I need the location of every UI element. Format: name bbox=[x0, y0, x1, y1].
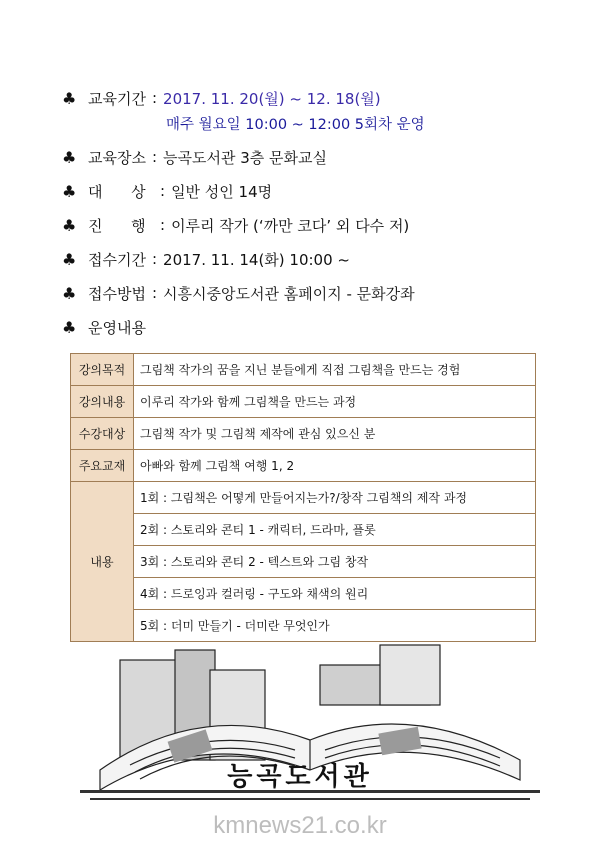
club-icon: ♣ bbox=[62, 283, 77, 303]
info-period-detail bbox=[62, 113, 582, 133]
period-value: 2017. 11. 20(월) ~ 12. 18(월) bbox=[163, 89, 381, 108]
lesson-item: 4회 : 드로잉과 컬러링 - 구도와 채색의 원리 bbox=[134, 578, 536, 610]
period-detail: 매주 월요일 10:00 ~ 12:00 5회차 운영 bbox=[166, 116, 425, 133]
lesson-item: 2회 : 스토리와 콘티 1 - 캐릭터, 드라마, 플롯 bbox=[134, 514, 536, 546]
target-value: 일반 성인 14명 bbox=[171, 182, 273, 201]
library-logo-text: 능곡도서관 bbox=[227, 762, 373, 792]
info-operation bbox=[62, 317, 582, 337]
table-row bbox=[71, 546, 536, 578]
apply-method-label: 접수방법 bbox=[88, 284, 146, 303]
table-row bbox=[71, 386, 536, 418]
table-row bbox=[71, 482, 536, 514]
table-row bbox=[71, 450, 536, 482]
apply-period-label: 접수기간 bbox=[88, 250, 146, 269]
course-table bbox=[70, 353, 536, 642]
info-period: ♣ 교육기간 : 2017. 11. 20(월) ~ 12. 18(월) bbox=[62, 88, 381, 108]
row-body: 그림책 작가 및 그림책 제작에 관심 있으신 분 bbox=[134, 418, 536, 450]
club-icon: ♣ bbox=[62, 249, 77, 269]
lead-value: 이루리 작가 (‘까만 코다’ 외 다수 저) bbox=[171, 216, 410, 235]
watermark: kmnews21.co.kr bbox=[213, 812, 387, 839]
lesson-item: 5회 : 더미 만들기 - 더미란 무엇인가 bbox=[134, 610, 536, 642]
table-row bbox=[71, 578, 536, 610]
operation-label: 운영내용 bbox=[88, 318, 146, 337]
row-head: 주요교재 bbox=[71, 450, 134, 482]
table-row bbox=[71, 610, 536, 642]
apply-method-value: 시흥시중앙도서관 홈페이지 - 문화강좌 bbox=[163, 284, 415, 303]
row-body: 이루리 작가와 함께 그림책을 만드는 과정 bbox=[134, 386, 536, 418]
place-label: 교육장소 bbox=[88, 148, 146, 167]
period-label: 교육기간 bbox=[88, 89, 146, 108]
club-icon: ♣ bbox=[62, 147, 77, 167]
table-row bbox=[71, 514, 536, 546]
content-head: 내용 bbox=[71, 482, 134, 642]
program-info bbox=[62, 88, 582, 351]
info-target: ♣ 대 상 : 일반 성인 14명 bbox=[62, 181, 273, 201]
info-lead: ♣ 진 행 : 이루리 작가 (‘까만 코다’ 외 다수 저) bbox=[62, 215, 410, 235]
target-label: 대 상 bbox=[88, 182, 146, 201]
row-head: 강의내용 bbox=[71, 386, 134, 418]
lesson-item: 1회 : 그림책은 어떻게 만들어지는가?/창작 그림책의 제작 과정 bbox=[134, 482, 536, 514]
lesson-item: 3회 : 스토리와 콘티 2 - 텍스트와 그림 창작 bbox=[134, 546, 536, 578]
row-head: 강의목적 bbox=[71, 354, 134, 386]
club-icon: ♣ bbox=[62, 88, 77, 108]
club-icon: ♣ bbox=[62, 215, 77, 235]
info-place: ♣ 교육장소 : 능곡도서관 3층 문화교실 bbox=[62, 147, 328, 167]
table-row bbox=[71, 418, 536, 450]
info-apply-method: ♣ 접수방법 : 시흥시중앙도서관 홈페이지 - 문화강좌 bbox=[62, 283, 415, 303]
lead-label: 진 행 bbox=[88, 216, 146, 235]
apply-period-value: 2017. 11. 14(화) 10:00 ~ bbox=[163, 250, 350, 269]
club-icon: ♣ bbox=[62, 317, 77, 337]
row-body: 아빠와 함께 그림책 여행 1, 2 bbox=[134, 450, 536, 482]
club-icon: ♣ bbox=[62, 181, 77, 201]
row-head: 수강대상 bbox=[71, 418, 134, 450]
place-value: 능곡도서관 3층 문화교실 bbox=[163, 148, 328, 167]
info-apply-period: ♣ 접수기간 : 2017. 11. 14(화) 10:00 ~ bbox=[62, 249, 350, 269]
table-row bbox=[71, 354, 536, 386]
row-body: 그림책 작가의 꿈을 지닌 분들에게 직접 그림책을 만드는 경험 bbox=[134, 354, 536, 386]
